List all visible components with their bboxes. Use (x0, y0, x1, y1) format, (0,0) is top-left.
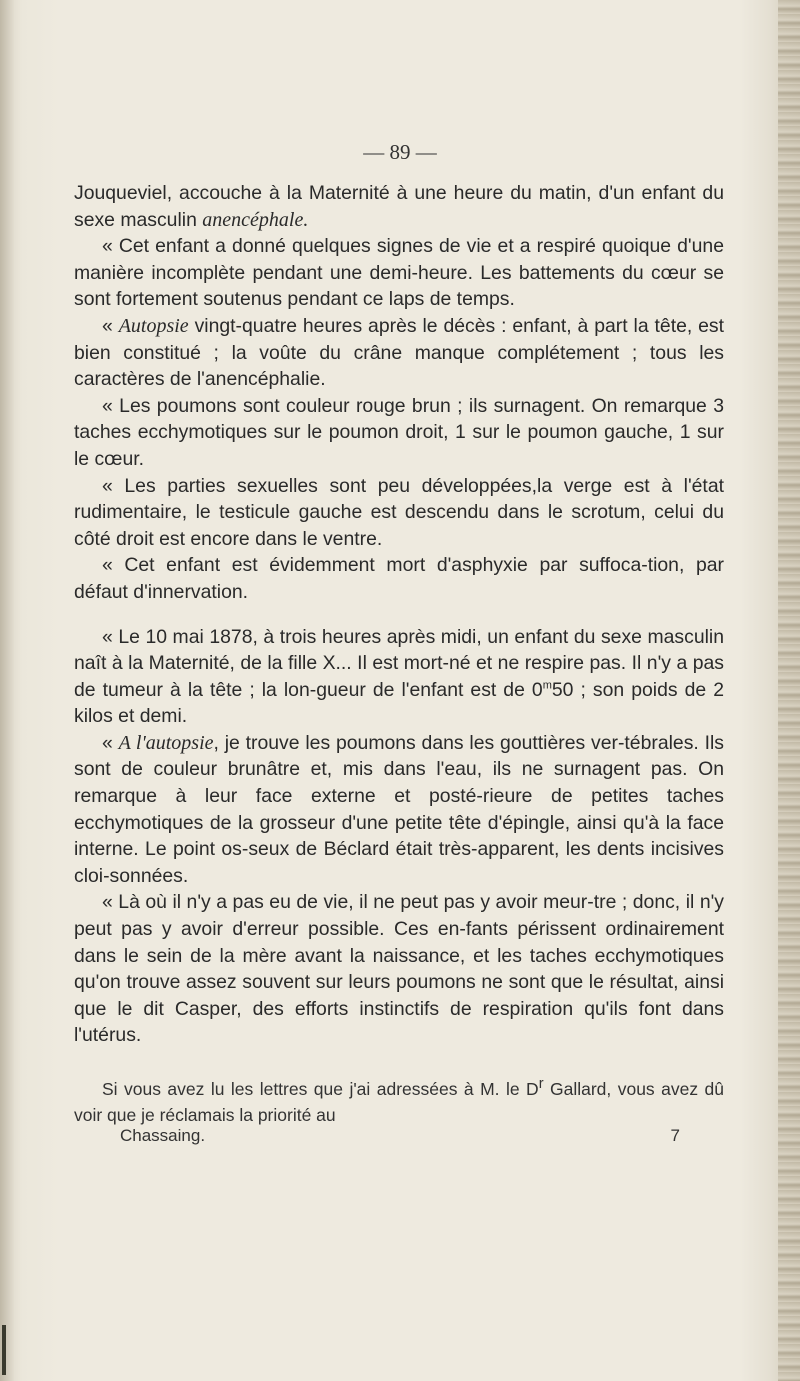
paragraph-2: « Cet enfant a donné quelques signes de vie et a respiré quoique d'une manière incomplète pendant une demi-heure. Les battements du cœur se sont fortement soutenus pendant ce laps de temps. (74, 235, 724, 311)
paragraph-9: « Là où il n'y a pas eu de vie, il ne peut pas y avoir meur-tre ; donc, il n'y peut pas y avoir d'erreur possible. Ces en-fants périssent ordinairement dans le sein de la mère avant la naissance, et les taches ecchymotiques qu'on trouve assez souvent sur leurs poumons ne sont que le résultat, ainsi que le dit Casper, des efforts instinctifs de respiration qu'ils font dans l'utérus. (74, 891, 724, 1047)
body-text (74, 180, 724, 1049)
footer-signature: Chassaing. (120, 1126, 206, 1145)
binding-mark (2, 1325, 6, 1375)
page-left-edge (0, 0, 14, 1381)
paragraph-6: « Cet enfant est évidemment mort d'asphyxie par suffoca-tion, par défaut d'innervation. (74, 554, 724, 603)
page-right-edge (778, 0, 800, 1381)
page-number: — 89 — (363, 140, 437, 164)
letter-text: Si vous avez lu les lettres que j'ai adressées à M. le $D^r$ Gallard, vous avez dû voir que je réclamais la priorité au (74, 1076, 724, 1125)
paragraph-3: « Autopsie vingt-quatre heures après le décès : enfant, à part la tête, est bien constitué ; la voûte du crâne manque complétement ; tous les caractères de l'anencéphalie. (74, 314, 725, 391)
paragraph-4: « Les poumons sont couleur rouge brun ; ils surnagent. On remarque 3 taches ecchymotiques sur le poumon droit, 1 sur le poumon gauche, 1 sur le cœur. (74, 394, 724, 470)
paragraph-5: « Les parties sexuelles sont peu développées,la verge est à l'état rudimentaire, le testicule gauche est descendu dans le scrotum, celui du côté droit est encore dans le ventre. (74, 474, 724, 550)
paragraph-1: Jouqueviel, accouche à la Maternité à une heure du matin, d'un enfant du sexe masculin anencéphale. (74, 182, 724, 231)
paragraph-7: « Le 10 mai 1878, à trois heures après midi, un enfant du sexe masculin naît à la Maternité, de la fille X... Il est mort-né et ne respire pas. Il n'y a pas de tumeur à la tête ; la lon-gueur de l'enfant est de 0$^m$50 ; son poids de 2 kilos et demi. (74, 625, 724, 728)
paragraph-8: « A l'autopsie, je trouve les poumons dans les gouttières ver-tébrales. Ils sont de couleur brunâtre et, mis dans l'eau, ils ne surnagent pas. On remarque à leur face externe et posté-rieure de petites taches ecchymotiques de la grosseur d'une petite tête d'épingle, ainsi qu'à la face interne. Le point os-seux de Béclard était très-apparent, les dents incisives cloi-sonnées. (74, 731, 725, 887)
letter-paragraph (74, 1071, 724, 1128)
sheet-number: 7 (670, 1126, 680, 1145)
